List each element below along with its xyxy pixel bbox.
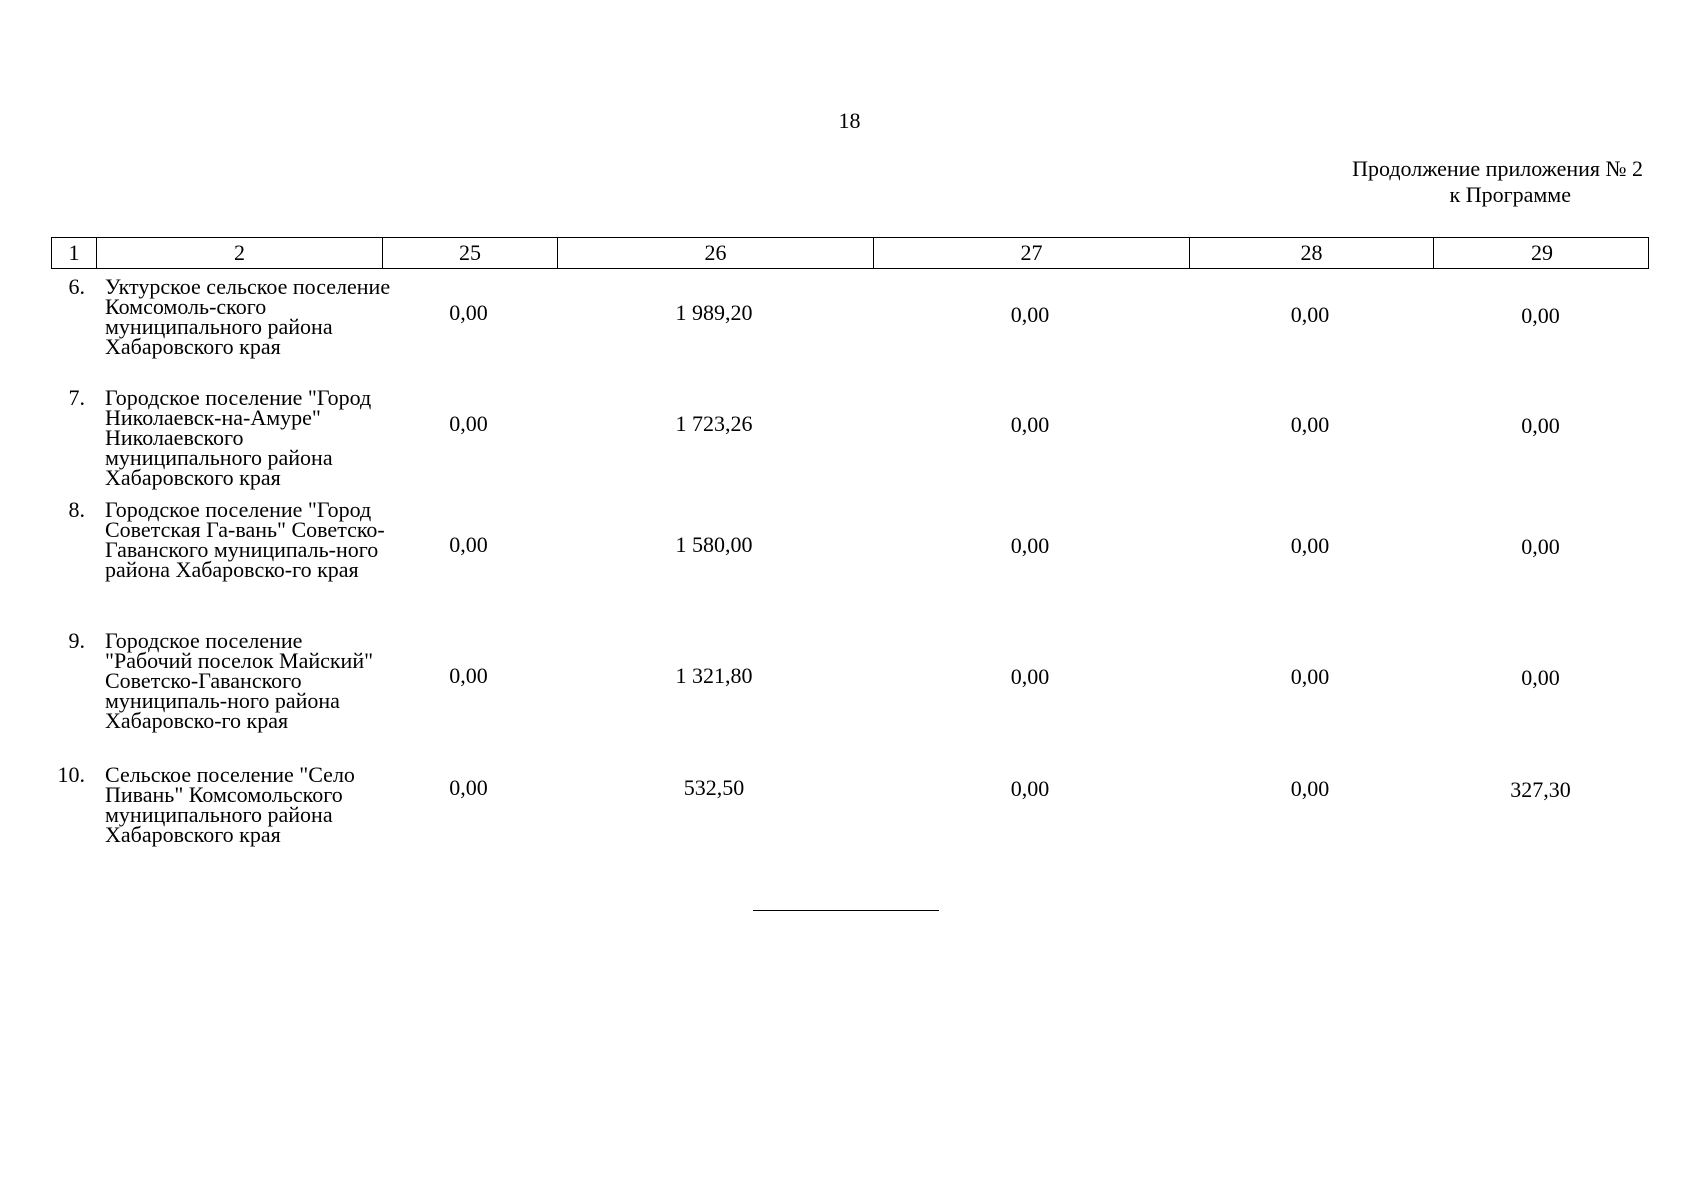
- cell-27: 0,00: [1010, 302, 1050, 327]
- table-header-row: [51, 237, 1649, 269]
- row-name: Городское поселение "Город Советская Га-вань" Советско-Гаванского муниципаль-ного района Хабаровско-го края: [105, 497, 385, 582]
- column-header: 29: [1433, 238, 1650, 268]
- cell-29: 0,00: [1521, 303, 1560, 328]
- column-header: 26: [557, 238, 873, 268]
- table-row: [51, 628, 1651, 751]
- table-row: [51, 385, 1651, 490]
- cell-26: 1 989,20: [675, 300, 753, 325]
- row-number: 8.: [68, 497, 85, 522]
- cell-26: 1 321,80: [675, 663, 753, 688]
- column-header: 2: [96, 238, 382, 268]
- table-row: [51, 497, 1651, 620]
- appendix-subtitle: к Программе: [1449, 182, 1571, 207]
- cell-27: 0,00: [1010, 533, 1050, 558]
- row-number: 7.: [68, 385, 85, 410]
- page-number: 18: [838, 108, 861, 133]
- cell-28: 0,00: [1290, 533, 1330, 558]
- row-name: Уктурское сельское поселение Комсомоль-ского муниципального района Хабаровского края: [105, 274, 391, 359]
- column-header: 1: [68, 240, 80, 265]
- cell-28: 0,00: [1290, 412, 1330, 437]
- cell-25: 0,00: [449, 663, 488, 688]
- appendix-title: Продолжение приложения № 2: [1352, 156, 1643, 181]
- cell-27: 0,00: [1010, 412, 1050, 437]
- row-number: 6.: [68, 274, 85, 299]
- row-number: 10.: [57, 762, 85, 787]
- row-number: 9.: [68, 628, 85, 653]
- cell-25: 0,00: [449, 775, 488, 800]
- table-row: [51, 274, 1651, 377]
- row-name: Городское поселение "Рабочий поселок Майский" Советско-Гаванского муниципаль-ного района Хабаровско-го края: [105, 628, 374, 733]
- cell-25: 0,00: [449, 411, 488, 436]
- column-header: 25: [382, 238, 557, 268]
- cell-28: 0,00: [1290, 664, 1330, 689]
- cell-25: 0,00: [449, 532, 488, 557]
- cell-28: 0,00: [1290, 776, 1330, 801]
- cell-29: 0,00: [1521, 413, 1560, 438]
- row-name: Сельское поселение "Село Пивань" Комсомольского муниципального района Хабаровского края: [105, 762, 355, 847]
- cell-29: 327,30: [1510, 777, 1571, 802]
- cell-29: 0,00: [1521, 665, 1560, 690]
- cell-29: 0,00: [1521, 534, 1560, 559]
- appendix-heading: [1352, 156, 1643, 208]
- cell-27: 0,00: [1010, 664, 1050, 689]
- table-row: [51, 762, 1651, 847]
- cell-26: 1 723,26: [675, 411, 753, 436]
- cell-26: 1 580,00: [675, 532, 753, 557]
- cell-25: 0,00: [449, 300, 488, 325]
- cell-26: 532,50: [683, 775, 745, 800]
- column-header: 28: [1189, 238, 1433, 268]
- closing-rule: [753, 910, 939, 911]
- row-name: Городское поселение "Город Николаевск-на-Амуре" Николаевского муниципального района Хабаровского края: [105, 385, 372, 490]
- cell-28: 0,00: [1290, 302, 1330, 327]
- column-header: 27: [873, 238, 1189, 268]
- cell-27: 0,00: [1010, 776, 1050, 801]
